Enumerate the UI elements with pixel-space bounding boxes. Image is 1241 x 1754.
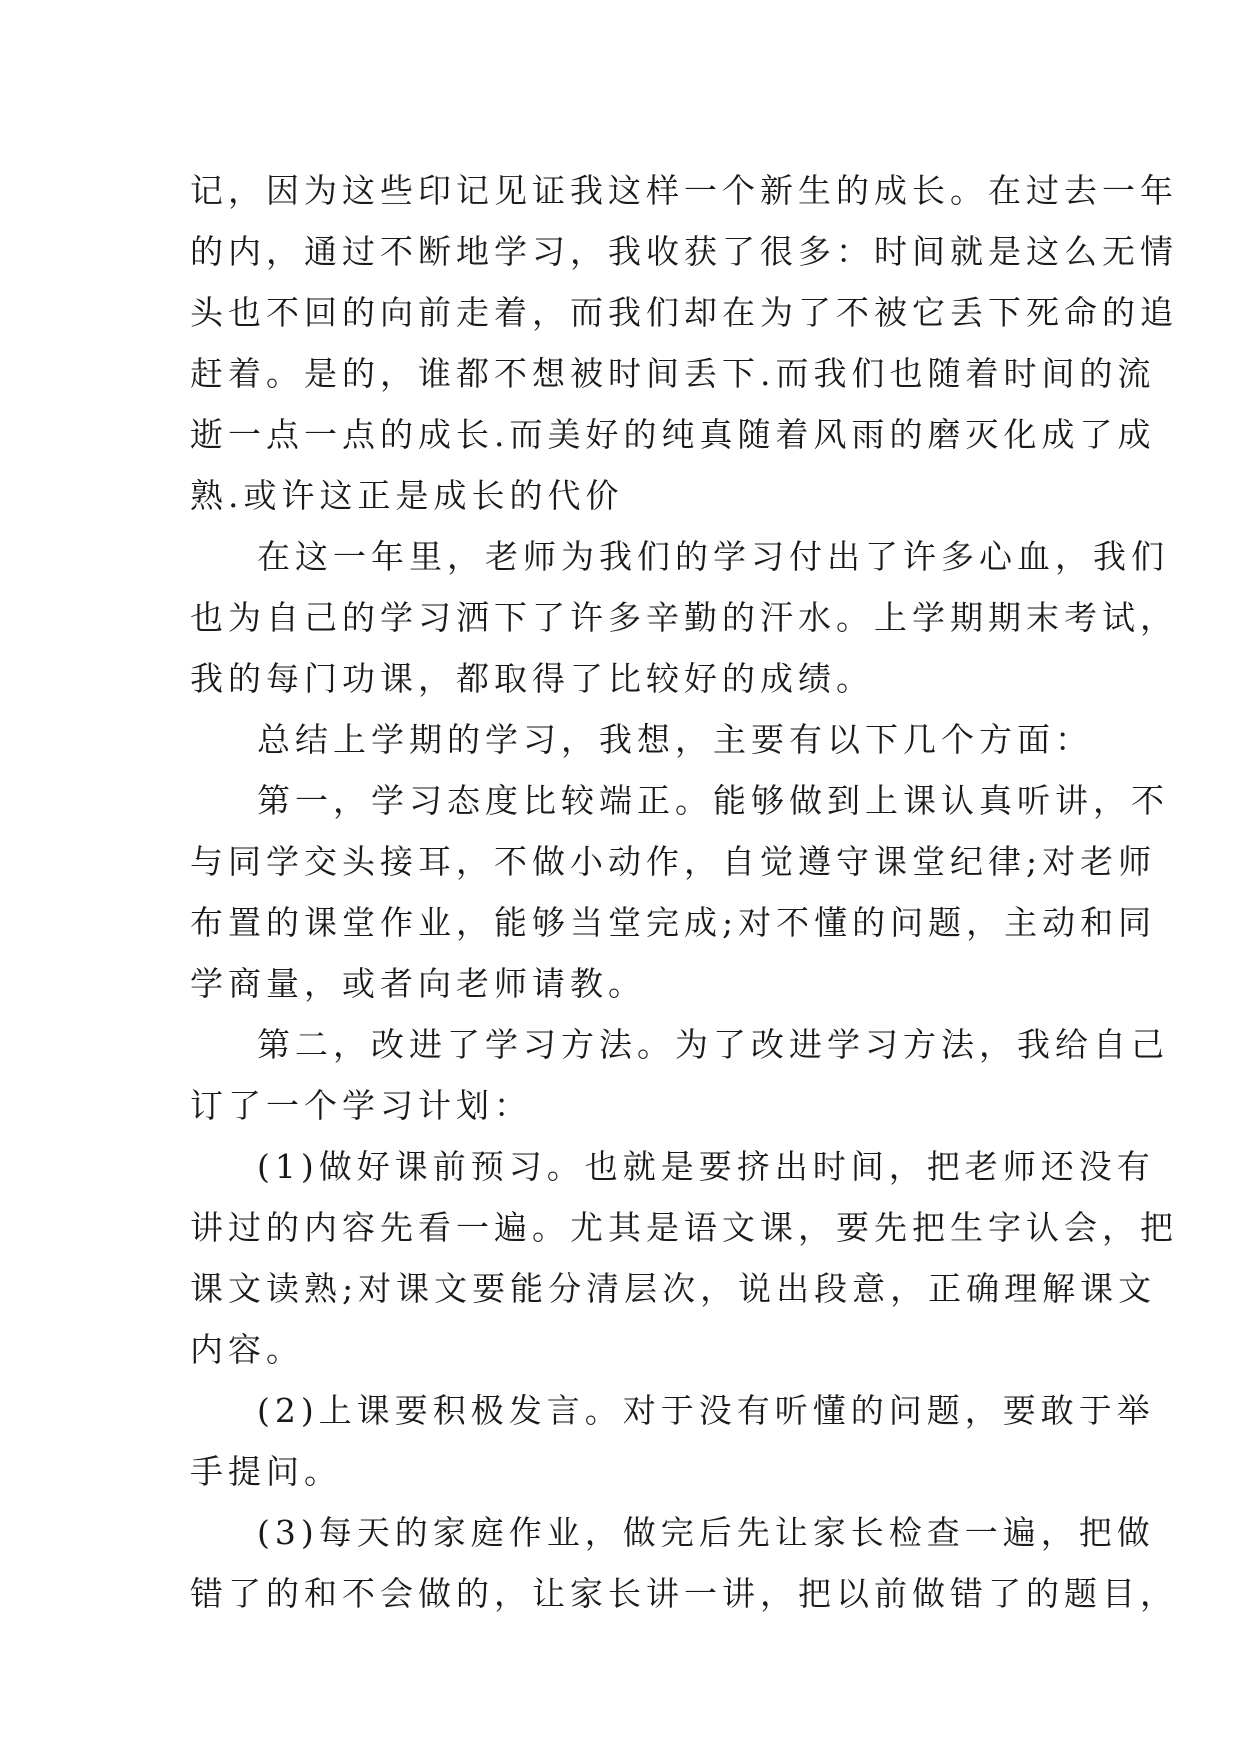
text-line: 我的每门功课，都取得了比较好的成绩。 [190,659,874,698]
text-line: 内容。 [190,1330,304,1369]
paragraph-first-line: (1)做好课前预习。也就是要挤出时间，把老师还没有 [257,1147,1155,1186]
text-line: 赶着。是的，谁都不想被时间丢下.而我们也随着时间的流 [190,354,1156,393]
text-line: 与同学交头接耳，不做小动作，自觉遵守课堂纪律;对老师 [190,842,1157,881]
paragraph-first-line: 在这一年里，老师为我们的学习付出了许多心血，我们 [257,537,1169,576]
text-line: 课文读熟;对课文要能分清层次，说出段意，正确理解课文 [190,1269,1157,1308]
text-line: 的内，通过不断地学习，我收获了很多：时间就是这么无情 [190,232,1178,271]
text-line: 学商量，或者向老师请教。 [190,964,646,1003]
text-line: 布置的课堂作业，能够当堂完成;对不懂的问题，主动和同 [190,903,1157,942]
paragraph-first-line: (3)每天的家庭作业，做完后先让家长检查一遍，把做 [257,1513,1155,1552]
text-line: 记，因为这些印记见证我这样一个新生的成长。在过去一年 [190,171,1178,210]
text-line: 熟.或许这正是成长的代价 [190,476,624,515]
text-line: 头也不回的向前走着，而我们却在为了不被它丢下死命的追 [190,293,1178,332]
text-line: 讲过的内容先看一遍。尤其是语文课，要先把生字认会，把 [190,1208,1178,1247]
text-line: 也为自己的学习洒下了许多辛勤的汗水。上学期期末考试， [190,598,1178,637]
text-line: 逝一点一点的成长.而美好的纯真随着风雨的磨灭化成了成 [190,415,1156,454]
text-line: 订了一个学习计划： [190,1086,532,1125]
text-line: 手提问。 [190,1452,342,1491]
body-text [190,160,1178,1624]
paragraph-first-line: (2)上课要积极发言。对于没有听懂的问题，要敢于举 [257,1391,1155,1430]
paragraph-first-line: 总结上学期的学习，我想，主要有以下几个方面： [257,720,1093,759]
text-line: 错了的和不会做的，让家长讲一讲，把以前做错了的题目， [190,1574,1178,1613]
paragraph-first-line: 第二，改进了学习方法。为了改进学习方法，我给自己 [257,1025,1169,1064]
paragraph-first-line: 第一，学习态度比较端正。能够做到上课认真听讲，不 [257,781,1169,820]
